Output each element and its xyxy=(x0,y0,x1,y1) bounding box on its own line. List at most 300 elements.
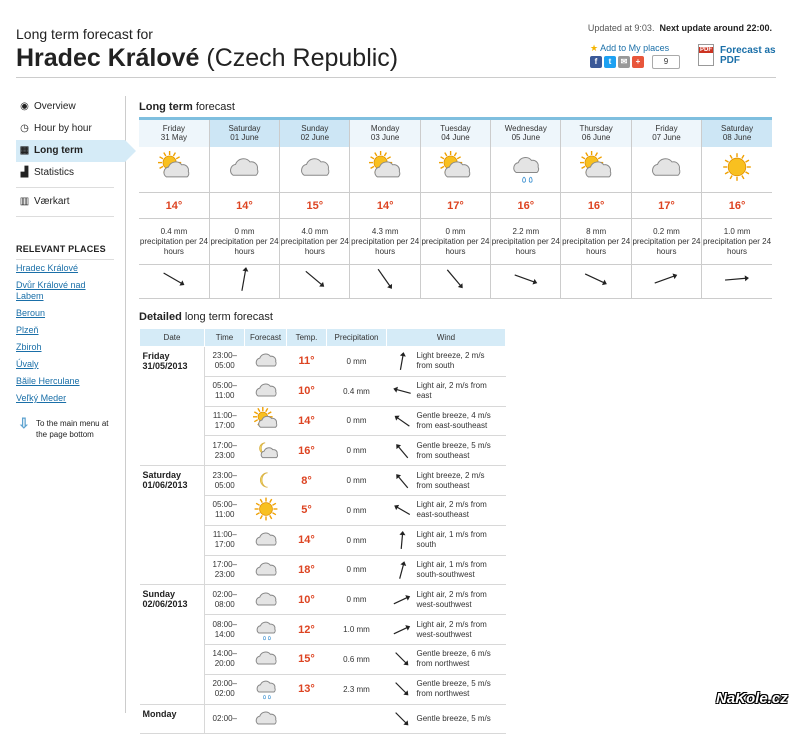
time-from: 02:00– xyxy=(212,713,237,723)
detailed-time xyxy=(205,376,245,406)
detailed-time xyxy=(205,674,245,704)
detailed-time xyxy=(205,525,245,555)
detailed-day: Sunday xyxy=(142,589,176,600)
wind-speed: Gentle breeze, 4 m/s xyxy=(416,410,491,420)
day-date: 04 June xyxy=(441,133,470,143)
wind-speed: Gentle breeze, 5 m/s xyxy=(416,679,491,689)
wind-speed: Light air, 1 m/s from xyxy=(416,559,487,569)
precipitation-suffix: precipitation per 24 hours xyxy=(632,236,701,256)
detailed-forecast xyxy=(245,406,287,436)
detailed-date-value: 02/06/2013 xyxy=(142,599,188,610)
detailed-day: Friday xyxy=(142,351,170,361)
add-to-my-places-link[interactable] xyxy=(590,43,669,54)
detailed-time xyxy=(205,704,245,734)
relevant-divider xyxy=(16,259,114,260)
day-date: 08 June xyxy=(722,133,752,143)
wind-direction: from south xyxy=(416,361,455,371)
detailed-temperature: 11° xyxy=(287,347,327,377)
day-header xyxy=(139,119,209,147)
detailed-date xyxy=(140,466,205,585)
cloudy-icon xyxy=(293,147,337,187)
detailed-column-header: Time xyxy=(205,329,245,347)
sun-icon xyxy=(250,496,282,522)
wind-direction: south-southwest xyxy=(416,569,475,579)
day-name: Sunday xyxy=(301,124,329,134)
wind-arrow-icon xyxy=(391,470,413,492)
wind-arrow-icon xyxy=(391,499,413,521)
detailed-temperature: 5° xyxy=(287,495,327,525)
relevant-places-heading: RELEVANT PLACES xyxy=(16,244,106,254)
detailed-row xyxy=(140,585,506,615)
email-icon[interactable]: ✉ xyxy=(618,56,630,68)
precipitation-value: 0.2 mm xyxy=(653,226,680,236)
nav-divider xyxy=(16,216,114,217)
day-temperature: 14° xyxy=(209,193,279,219)
day-name: Friday xyxy=(162,124,186,134)
day-forecast-icon xyxy=(420,147,490,193)
detailed-wind xyxy=(387,704,506,734)
day-forecast-icon xyxy=(491,147,561,193)
day-precipitation xyxy=(631,219,701,265)
wind-speed: Gentle breeze, 6 m/s xyxy=(416,649,491,659)
wind-direction: east-southeast xyxy=(416,510,469,520)
precipitation-value: 4.3 mm xyxy=(371,226,399,236)
to-main-menu-link[interactable] xyxy=(16,415,116,440)
detailed-row xyxy=(140,704,506,734)
precipitation-suffix: precipitation per 24 hours xyxy=(280,236,349,256)
day-temperature: 17° xyxy=(420,193,490,219)
day-name: Saturday xyxy=(228,124,261,134)
time-from: 14:00– xyxy=(212,649,237,659)
day-wind xyxy=(280,265,350,299)
wind-arrow-icon xyxy=(371,265,399,293)
detailed-forecast xyxy=(245,436,287,466)
detailed-wind xyxy=(387,555,506,585)
partly-cloudy-icon xyxy=(433,147,477,187)
detailed-forecast xyxy=(245,347,287,377)
day-precipitation xyxy=(702,219,772,265)
precipitation-suffix: precipitation per 24 hours xyxy=(139,236,208,256)
day-precipitation xyxy=(139,219,209,265)
day-forecast-icon xyxy=(350,147,420,193)
day-forecast-icon xyxy=(631,147,701,193)
wind-arrow-icon xyxy=(391,380,413,402)
sidebar-item-overview[interactable] xyxy=(16,96,125,118)
detailed-forecast xyxy=(245,704,287,734)
day-name: Saturday xyxy=(721,124,754,134)
day-header xyxy=(702,119,772,147)
time-to: 20:00 xyxy=(214,659,235,669)
time-to: 08:00 xyxy=(214,599,235,609)
time-to: 05:00 xyxy=(214,361,235,371)
updated-time: Updated at 9:03. xyxy=(587,23,655,33)
wind-arrow-icon xyxy=(512,265,540,293)
time-to: 05:00 xyxy=(214,480,235,490)
wind-arrow-icon xyxy=(652,265,680,293)
time-to: 23:00 xyxy=(214,450,235,460)
cloudy-icon xyxy=(222,147,266,187)
long-term-title-rest: forecast xyxy=(192,101,235,113)
detailed-precipitation: 0 mm xyxy=(327,347,387,377)
day-wind xyxy=(420,265,490,299)
time-from: 02:00– xyxy=(212,589,237,599)
sidebar-item-vaerkart[interactable] xyxy=(16,191,125,213)
svg-text:٥: ٥ xyxy=(527,174,533,185)
detailed-time xyxy=(205,406,245,436)
day-forecast-icon xyxy=(139,147,209,193)
day-precipitation xyxy=(350,219,420,265)
day-precipitation xyxy=(491,219,561,265)
time-to: 02:00 xyxy=(214,689,235,699)
wind-arrow-icon xyxy=(391,648,413,670)
day-header xyxy=(631,119,701,147)
precipitation-suffix: precipitation per 24 hours xyxy=(351,236,420,256)
detailed-date-value: 01/06/2013 xyxy=(142,480,188,491)
relevant-place-link[interactable]: Băile Herculane xyxy=(16,376,80,386)
day-wind xyxy=(209,265,279,299)
time-from: 11:00– xyxy=(212,410,237,420)
wind-speed: Light air, 1 m/s from xyxy=(416,530,487,540)
detailed-date-value: 31/05/2013 xyxy=(142,361,188,371)
sidebar-item-label: Hour by hour xyxy=(34,123,92,134)
precipitation-value: 8 mm xyxy=(586,226,607,236)
time-from: 08:00– xyxy=(212,619,237,629)
detailed-wind xyxy=(387,466,506,496)
svg-text:٥: ٥ xyxy=(521,174,527,185)
day-temperature: 15° xyxy=(280,193,350,219)
detailed-wind xyxy=(387,585,506,615)
moon-icon xyxy=(250,467,282,493)
day-name: Monday xyxy=(370,124,400,134)
detailed-forecast xyxy=(245,585,287,615)
wind-arrow-icon xyxy=(391,440,413,462)
sun-icon xyxy=(715,147,759,187)
detailed-table xyxy=(139,328,506,734)
wind-speed: Gentle breeze, 5 m/s xyxy=(416,440,491,450)
day-header xyxy=(491,119,561,147)
detailed-column-header: Wind xyxy=(387,329,506,347)
rain-icon xyxy=(250,616,282,642)
time-from: 17:00– xyxy=(212,440,237,450)
to-main-menu-label: To the main menu at the page bottom xyxy=(36,419,109,439)
detailed-temperature: 15° xyxy=(287,644,327,674)
wind-direction: south xyxy=(416,540,437,550)
detailed-temperature: 14° xyxy=(287,525,327,555)
detailed-temperature: 10° xyxy=(287,585,327,615)
detailed-time xyxy=(205,347,245,377)
day-wind xyxy=(631,265,701,299)
detailed-row xyxy=(140,466,506,496)
precipitation-suffix: precipitation per 24 hours xyxy=(491,236,560,256)
wind-arrow-icon xyxy=(391,619,413,641)
wind-direction: from southeast xyxy=(416,450,470,460)
detailed-precipitation xyxy=(327,704,387,734)
precipitation-suffix: precipitation per 24 hours xyxy=(703,236,772,256)
relevant-place-link[interactable]: Zbiroh xyxy=(16,342,42,352)
precipitation-value: 4.0 mm xyxy=(301,226,329,236)
day-name: Thursday xyxy=(579,124,613,134)
detailed-temperature: 16° xyxy=(287,436,327,466)
day-date: 01 June xyxy=(230,133,259,143)
time-from: 23:00– xyxy=(212,470,237,480)
relevant-place-link[interactable]: Plzeň xyxy=(16,325,39,335)
day-wind xyxy=(139,265,209,299)
day-date: 06 June xyxy=(581,133,611,143)
detailed-forecast xyxy=(245,495,287,525)
pdf-link-line1: Forecast as xyxy=(720,45,776,56)
day-forecast-icon xyxy=(209,147,279,193)
detailed-wind xyxy=(387,436,506,466)
day-temperature: 14° xyxy=(350,193,420,219)
day-precipitation xyxy=(280,219,350,265)
precipitation-suffix: precipitation per 24 hours xyxy=(210,236,279,256)
nav-divider xyxy=(16,187,114,188)
relevant-place-link[interactable]: Úvaly xyxy=(16,359,39,369)
detailed-day: Saturday xyxy=(142,470,182,481)
day-date: 03 June xyxy=(370,133,400,143)
day-wind xyxy=(491,265,561,299)
cloudy-icon xyxy=(644,147,688,187)
detailed-temperature: 10° xyxy=(287,376,327,406)
precipitation-value: 2.2 mm xyxy=(512,226,540,236)
detailed-time xyxy=(205,615,245,645)
svg-text:٥: ٥ xyxy=(262,694,266,702)
detailed-precipitation: 0 mm xyxy=(327,555,387,585)
pdf-icon[interactable] xyxy=(698,44,714,66)
long-term-title-bold: Long term xyxy=(139,101,193,113)
time-to: 17:00 xyxy=(214,540,235,550)
wind-arrow-icon xyxy=(391,678,413,700)
detailed-date xyxy=(140,704,205,734)
time-from: 20:00– xyxy=(212,679,237,689)
detailed-title-bold: Detailed xyxy=(139,311,182,323)
detailed-temperature: 8° xyxy=(287,466,327,496)
detailed-precipitation: 2.3 mm xyxy=(327,674,387,704)
detailed-forecast xyxy=(245,376,287,406)
cloudy-icon xyxy=(250,705,282,731)
wind-arrow-icon xyxy=(230,265,258,293)
time-to: 11:00 xyxy=(215,391,235,401)
detailed-time xyxy=(205,436,245,466)
wind-direction: from east-southeast xyxy=(416,420,488,430)
next-update: Next update around 22:00. xyxy=(659,23,772,33)
day-temperature: 16° xyxy=(561,193,631,219)
detailed-forecast xyxy=(245,466,287,496)
sidebar-item-label: Værkart xyxy=(34,196,70,207)
twitter-icon[interactable]: t xyxy=(604,56,616,68)
cloudy-icon xyxy=(250,556,282,582)
detailed-wind xyxy=(387,644,506,674)
cloudy-icon xyxy=(250,347,282,373)
rain-icon xyxy=(250,675,282,701)
time-from: 05:00– xyxy=(212,500,237,510)
day-precipitation xyxy=(209,219,279,265)
detailed-column-header: Temp. xyxy=(287,329,327,347)
wind-arrow-icon xyxy=(582,265,610,293)
wind-arrow-icon xyxy=(391,529,413,551)
eye-icon: ◉ xyxy=(20,101,29,112)
detailed-date xyxy=(140,347,205,466)
wind-direction: from northwest xyxy=(416,689,470,699)
watermark: NaKole.cz xyxy=(716,690,788,707)
precipitation-value: 0.4 mm xyxy=(160,226,188,236)
day-header xyxy=(280,119,350,147)
star-icon: ★ xyxy=(590,43,599,53)
detailed-title xyxy=(139,311,273,323)
sidebar xyxy=(16,96,126,713)
day-date: 02 June xyxy=(300,133,330,143)
detailed-precipitation: 0 mm xyxy=(327,495,387,525)
detailed-row xyxy=(140,347,506,377)
forecast-pdf-link[interactable] xyxy=(720,46,776,66)
wind-arrow-icon xyxy=(391,559,413,581)
wind-arrow-icon xyxy=(391,708,413,730)
day-name: Wednesday xyxy=(504,124,547,134)
time-from: 11:00– xyxy=(212,530,237,540)
detailed-forecast xyxy=(245,615,287,645)
detailed-forecast xyxy=(245,644,287,674)
day-temperature: 16° xyxy=(491,193,561,219)
cloudy-icon xyxy=(250,645,282,671)
relevant-place-link[interactable]: Beroun xyxy=(16,308,46,318)
calendar-icon: ▦ xyxy=(19,145,30,156)
detailed-column-header: Precipitation xyxy=(327,329,387,347)
detailed-precipitation: 1.0 mm xyxy=(327,615,387,645)
wind-speed: Light air, 2 m/s from xyxy=(416,500,487,510)
relevant-place-link[interactable]: Hradec Králové xyxy=(16,263,79,273)
day-header xyxy=(420,119,490,147)
time-to: 14:00 xyxy=(214,629,235,639)
wind-speed: Gentle breeze, 5 m/s xyxy=(416,713,491,723)
detailed-time xyxy=(205,495,245,525)
time-from: 05:00– xyxy=(212,381,237,391)
wind-arrow-icon xyxy=(441,265,469,293)
chart-icon: ▟ xyxy=(20,167,29,178)
map-icon: ▥ xyxy=(19,196,30,207)
country-name: (Czech Republic) xyxy=(206,44,399,72)
wind-arrow-icon xyxy=(391,589,413,611)
day-forecast-icon xyxy=(280,147,350,193)
wind-direction: west-southwest xyxy=(416,599,472,609)
page-header xyxy=(16,23,776,78)
long-term-title xyxy=(139,101,235,113)
sidebar-item-label: Overview xyxy=(34,101,76,112)
precipitation-value: 1.0 mm xyxy=(723,226,751,236)
detailed-forecast xyxy=(245,555,287,585)
partly-cloudy-icon xyxy=(250,407,282,433)
day-name: Tuesday xyxy=(440,124,471,134)
day-temperature: 17° xyxy=(631,193,701,219)
wind-speed: Light breeze, 2 m/s xyxy=(416,351,485,361)
wind-speed: Light air, 2 m/s from xyxy=(416,381,487,391)
detailed-column-header: Forecast xyxy=(245,329,287,347)
detailed-temperature: 12° xyxy=(287,615,327,645)
detailed-wind xyxy=(387,525,506,555)
detailed-temperature: 14° xyxy=(287,406,327,436)
detailed-time xyxy=(205,644,245,674)
long-term-table xyxy=(139,117,772,299)
page-subtitle: Long term forecast for xyxy=(16,26,153,42)
detailed-time xyxy=(205,466,245,496)
detailed-temperature xyxy=(287,704,327,734)
time-to: 23:00 xyxy=(214,569,235,579)
detailed-wind xyxy=(387,674,506,704)
share-bar xyxy=(590,55,680,69)
detailed-precipitation: 0.6 mm xyxy=(327,644,387,674)
detailed-temperature: 18° xyxy=(287,555,327,585)
day-header xyxy=(350,119,420,147)
plus-share-icon[interactable]: + xyxy=(632,56,644,68)
day-temperature: 14° xyxy=(139,193,209,219)
sidebar-item-long-term[interactable] xyxy=(16,140,125,162)
facebook-icon[interactable]: f xyxy=(590,56,602,68)
detailed-title-rest: long term forecast xyxy=(181,311,273,323)
detailed-time xyxy=(205,555,245,585)
detailed-precipitation: 0 mm xyxy=(327,585,387,615)
city-name: Hradec Králové xyxy=(16,44,200,72)
day-date: 05 June xyxy=(511,133,541,143)
detailed-precipitation: 0 mm xyxy=(327,466,387,496)
sidebar-item-label: Long term xyxy=(34,145,83,156)
svg-text:٥: ٥ xyxy=(262,634,266,642)
day-name: Friday xyxy=(655,124,678,134)
day-temperature: 16° xyxy=(702,193,772,219)
time-from: 23:00– xyxy=(212,351,237,361)
day-wind xyxy=(350,265,420,299)
detailed-temperature: 13° xyxy=(287,674,327,704)
detailed-forecast xyxy=(245,674,287,704)
detailed-precipitation: 0 mm xyxy=(327,525,387,555)
detailed-wind xyxy=(387,495,506,525)
pdf-link-line2: PDF xyxy=(720,55,740,66)
wind-direction: east xyxy=(416,391,432,401)
precipitation-value: 0 mm xyxy=(445,226,466,236)
update-info xyxy=(588,23,772,33)
detailed-column-header: Date xyxy=(140,329,205,347)
wind-arrow-icon xyxy=(391,410,413,432)
detailed-wind xyxy=(387,615,506,645)
day-precipitation xyxy=(561,219,631,265)
sidebar-item-statistics[interactable] xyxy=(16,162,125,184)
wind-arrow-icon xyxy=(160,265,188,293)
cloudy-icon xyxy=(250,526,282,552)
sidebar-item-hour-by-hour[interactable] xyxy=(16,118,125,140)
rain-icon xyxy=(504,147,548,187)
detailed-forecast xyxy=(245,525,287,555)
wind-arrow-icon xyxy=(723,265,751,293)
partly-cloudy-icon xyxy=(363,147,407,187)
time-from: 17:00– xyxy=(212,559,237,569)
wind-arrow-icon xyxy=(301,265,329,293)
add-place-label: Add to My places xyxy=(600,43,670,53)
sidebar-item-label: Statistics xyxy=(34,167,75,178)
detailed-wind xyxy=(387,347,506,377)
day-forecast-icon xyxy=(561,147,631,193)
relevant-place-link[interactable]: Veľký Meder xyxy=(16,393,67,403)
share-count: 9 xyxy=(652,55,680,69)
time-to: 11:00 xyxy=(215,510,235,520)
wind-direction: west-southwest xyxy=(416,629,472,639)
precipitation-value: 0 mm xyxy=(234,226,255,236)
partly-cloudy-icon xyxy=(152,147,196,187)
day-forecast-icon xyxy=(702,147,772,193)
wind-speed: Light air, 2 m/s from xyxy=(416,619,487,629)
moon-cloud-icon xyxy=(250,437,282,463)
detailed-wind xyxy=(387,376,506,406)
partly-cloudy-icon xyxy=(574,147,618,187)
wind-direction: from northwest xyxy=(416,659,470,669)
relevant-place-link[interactable]: Dvůr Králové nad Labem xyxy=(16,280,86,301)
